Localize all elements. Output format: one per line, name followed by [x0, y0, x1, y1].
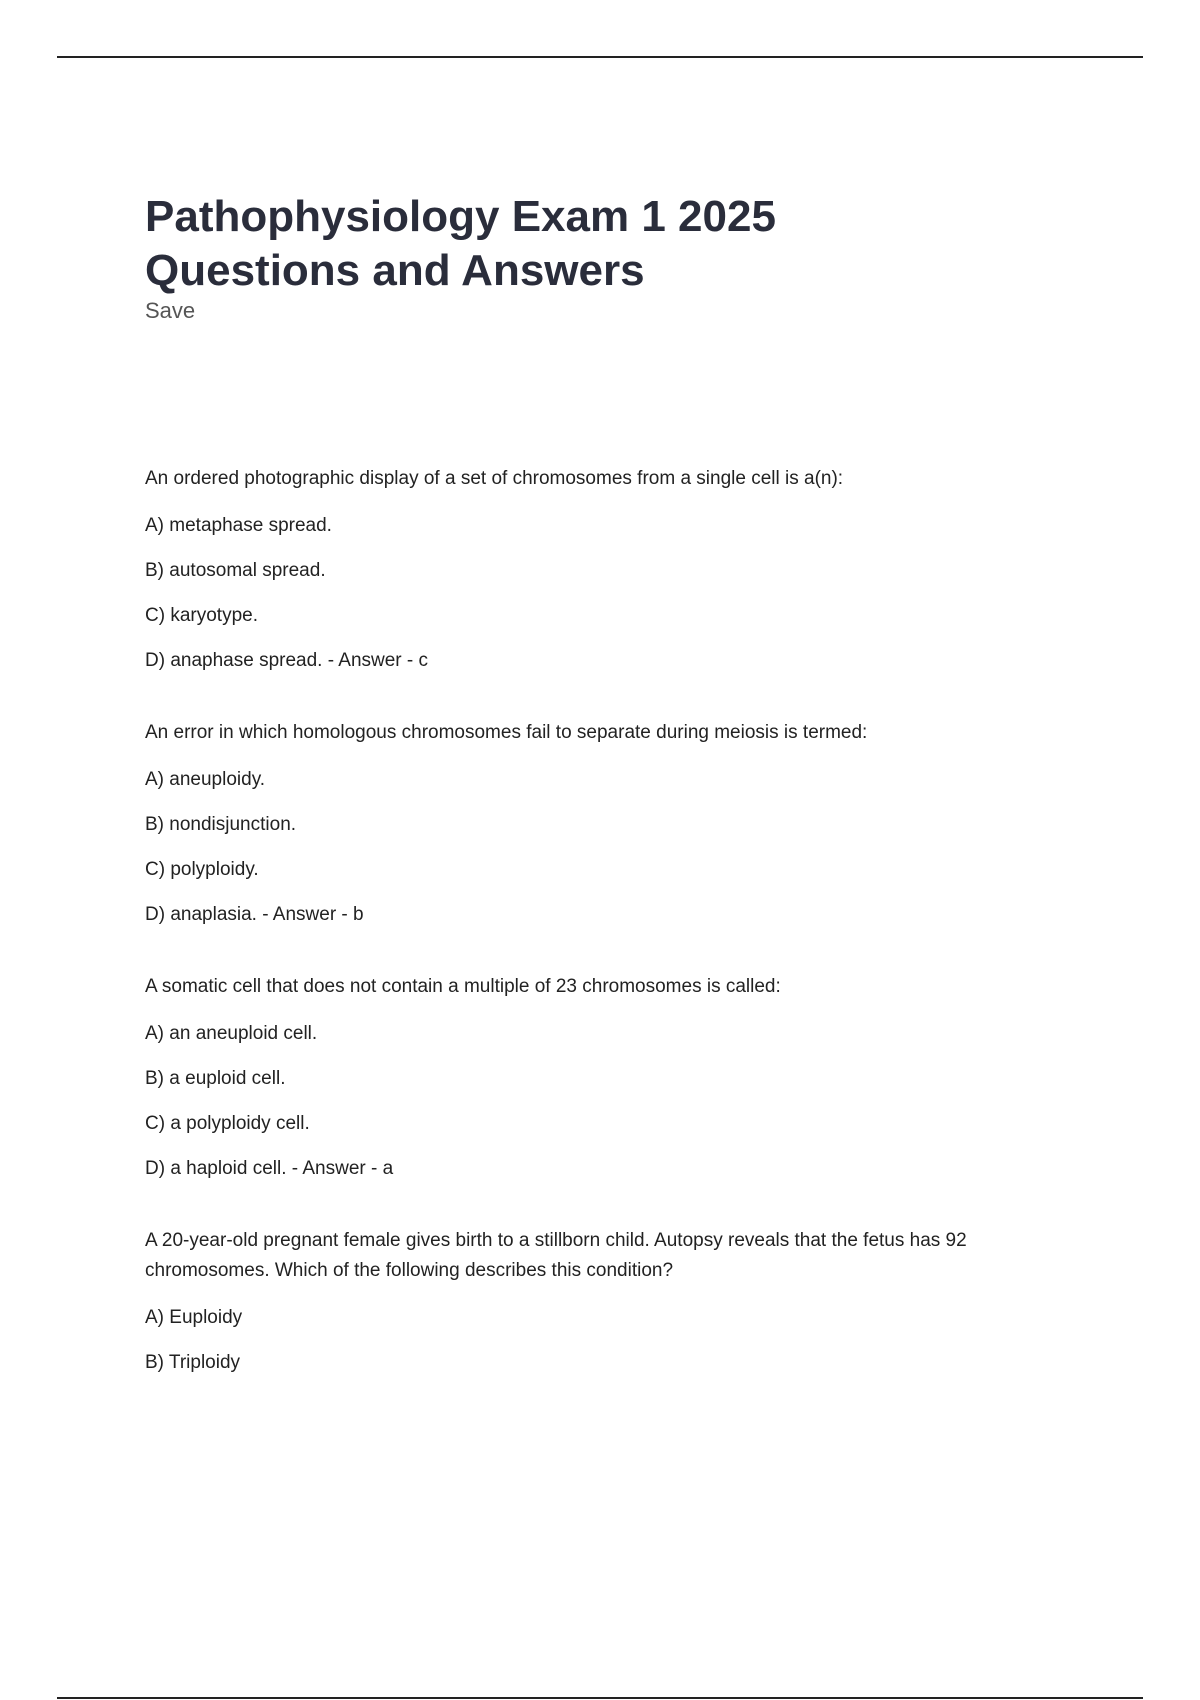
- question-text: An ordered photographic display of a set of chromosomes from a single cell is a(n):: [145, 468, 844, 489]
- save-link[interactable]: Save: [145, 298, 196, 323]
- option-a: A) metaphase spread.: [145, 515, 332, 536]
- option-c: C) polyploidy.: [145, 859, 259, 880]
- option-d-answer: D) a haploid cell. - Answer - a: [145, 1158, 394, 1179]
- option-b: B) a euploid cell.: [145, 1068, 286, 1089]
- question-list: [145, 464, 1045, 1378]
- page-title: [145, 190, 1045, 298]
- option-d-answer: D) anaphase spread. - Answer - c: [145, 650, 429, 671]
- top-divider: [57, 56, 1143, 58]
- question-text: An error in which homologous chromosomes fail to separate during meiosis is termed:: [145, 722, 868, 743]
- question-1: [145, 464, 1045, 676]
- option-d-answer: D) anaplasia. - Answer - b: [145, 904, 364, 925]
- question-2: [145, 718, 1045, 930]
- title-line-1: Pathophysiology Exam 1 2025: [145, 192, 776, 241]
- option-c: C) a polyploidy cell.: [145, 1113, 310, 1134]
- option-a: A) aneuploidy.: [145, 769, 266, 790]
- title-line-2: Questions and Answers: [145, 246, 645, 295]
- question-3: [145, 972, 1045, 1184]
- question-text: A 20-year-old pregnant female gives birth to a stillborn child. Autopsy reveals that the fetus has 92 chromosomes. Which of the following describes this condition?: [145, 1230, 967, 1281]
- question-text: A somatic cell that does not contain a multiple of 23 chromosomes is called:: [145, 976, 781, 997]
- option-b: B) Triploidy: [145, 1352, 241, 1373]
- bottom-divider: [57, 1697, 1143, 1699]
- question-4: [145, 1226, 1045, 1378]
- option-b: B) autosomal spread.: [145, 560, 326, 581]
- option-c: C) karyotype.: [145, 605, 258, 626]
- option-a: A) Euploidy: [145, 1307, 243, 1328]
- option-a: A) an aneuploid cell.: [145, 1023, 318, 1044]
- document-body: [145, 190, 1045, 1420]
- option-b: B) nondisjunction.: [145, 814, 297, 835]
